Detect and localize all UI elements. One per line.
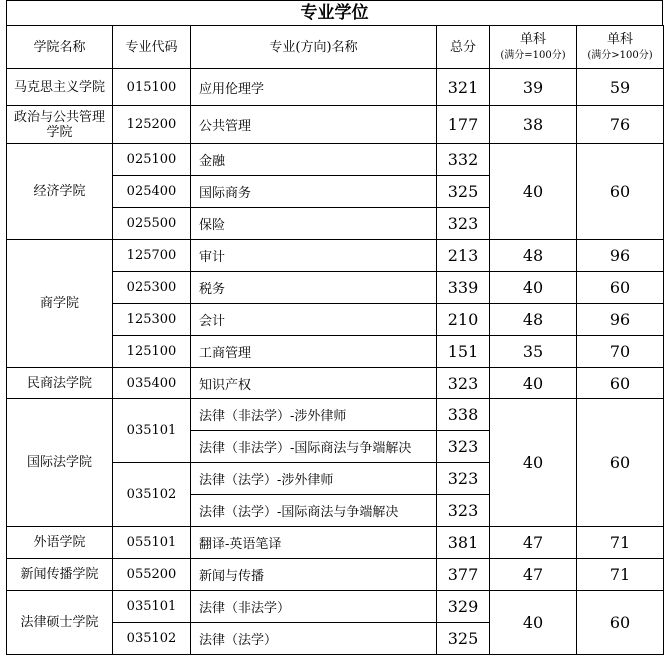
code-cell: 125100 (113, 336, 191, 368)
code-cell: 035101 (113, 591, 191, 623)
header-major: 专业(方向)名称 (191, 26, 437, 69)
major-cell: 税务 (191, 272, 437, 304)
code-cell: 025400 (113, 176, 191, 208)
total-score-cell: 321 (437, 69, 490, 106)
header-code: 专业代码 (113, 26, 191, 69)
table-header-row (7, 26, 664, 69)
single-over-100-cell: 76 (577, 106, 664, 144)
single-over-100-cell: 71 (577, 527, 664, 559)
code-cell: 025500 (113, 208, 191, 240)
header-single-over-100-note: (满分>100分) (587, 49, 653, 61)
major-cell: 翻译-英语笔译 (191, 527, 437, 559)
single-over-100-cell: 60 (577, 272, 664, 304)
total-score-cell: 210 (437, 304, 490, 336)
code-cell: 035102 (113, 623, 191, 655)
code-cell: 125300 (113, 304, 191, 336)
single-over-100-cell: 96 (577, 304, 664, 336)
major-cell: 工商管理 (191, 336, 437, 368)
major-cell: 审计 (191, 240, 437, 272)
total-score-cell: 151 (437, 336, 490, 368)
table-row (7, 591, 664, 623)
college-cell: 商学院 (7, 240, 113, 368)
total-score-cell: 323 (437, 431, 490, 463)
total-score-cell: 377 (437, 559, 490, 591)
total-score-cell: 338 (437, 399, 490, 431)
college-cell: 马克思主义学院 (7, 69, 113, 106)
code-cell: 125200 (113, 106, 191, 144)
college-cell: 外语学院 (7, 527, 113, 559)
header-single-100-note: (满分=100分) (500, 49, 566, 61)
major-cell: 公共管理 (191, 106, 437, 144)
score-table (6, 25, 664, 655)
major-cell: 知识产权 (191, 368, 437, 399)
major-cell: 应用伦理学 (191, 69, 437, 106)
table-row (7, 559, 664, 591)
table-row (7, 399, 664, 431)
college-cell: 新闻传播学院 (7, 559, 113, 591)
major-cell: 法律（法学）-国际商法与争端解决 (191, 495, 437, 527)
admission-score-table-container (6, 0, 663, 655)
single-100-cell: 40 (490, 272, 577, 304)
college-cell: 经济学院 (7, 144, 113, 240)
total-score-cell: 323 (437, 463, 490, 495)
total-score-cell: 329 (437, 591, 490, 623)
major-cell: 法律（非法学）-国际商法与争端解决 (191, 431, 437, 463)
single-100-cell: 47 (490, 559, 577, 591)
single-100-cell: 38 (490, 106, 577, 144)
code-cell: 025300 (113, 272, 191, 304)
table-row (7, 69, 664, 106)
single-over-100-cell: 60 (577, 368, 664, 399)
single-100-cell: 40 (490, 399, 577, 527)
total-score-cell: 332 (437, 144, 490, 176)
total-score-cell: 213 (437, 240, 490, 272)
total-score-cell: 339 (437, 272, 490, 304)
code-cell: 035400 (113, 368, 191, 399)
header-total: 总分 (437, 26, 490, 69)
code-cell: 025100 (113, 144, 191, 176)
single-100-cell: 48 (490, 240, 577, 272)
code-cell: 055101 (113, 527, 191, 559)
table-row (7, 240, 664, 272)
single-over-100-cell: 71 (577, 559, 664, 591)
single-over-100-cell: 60 (577, 591, 664, 655)
single-100-cell: 40 (490, 591, 577, 655)
code-cell: 015100 (113, 69, 191, 106)
table-row (7, 368, 664, 399)
single-over-100-cell: 59 (577, 69, 664, 106)
single-100-cell: 39 (490, 69, 577, 106)
table-row (7, 527, 664, 559)
single-100-cell: 40 (490, 368, 577, 399)
total-score-cell: 381 (437, 527, 490, 559)
total-score-cell: 323 (437, 368, 490, 399)
major-cell: 保险 (191, 208, 437, 240)
college-cell: 民商法学院 (7, 368, 113, 399)
code-cell: 035101 (113, 399, 191, 463)
single-100-cell: 48 (490, 304, 577, 336)
college-cell: 国际法学院 (7, 399, 113, 527)
total-score-cell: 177 (437, 106, 490, 144)
header-college: 学院名称 (7, 26, 113, 69)
single-over-100-cell: 70 (577, 336, 664, 368)
college-cell: 法律硕士学院 (7, 591, 113, 655)
single-over-100-cell: 96 (577, 240, 664, 272)
table-row (7, 144, 664, 176)
major-cell: 金融 (191, 144, 437, 176)
total-score-cell: 323 (437, 495, 490, 527)
single-over-100-cell: 60 (577, 144, 664, 240)
single-100-cell: 40 (490, 144, 577, 240)
table-row (7, 106, 664, 144)
major-cell: 国际商务 (191, 176, 437, 208)
code-cell: 125700 (113, 240, 191, 272)
major-cell: 法律（非法学）-涉外律师 (191, 399, 437, 431)
table-title: 专业学位 (6, 0, 663, 25)
single-100-cell: 35 (490, 336, 577, 368)
major-cell: 会计 (191, 304, 437, 336)
college-cell: 政治与公共管理学院 (7, 106, 113, 144)
header-single-over-100 (577, 26, 664, 69)
code-cell: 055200 (113, 559, 191, 591)
single-over-100-cell: 60 (577, 399, 664, 527)
header-single-100 (490, 26, 577, 69)
header-single-100-label: 单科 (519, 31, 546, 47)
total-score-cell: 325 (437, 623, 490, 655)
major-cell: 法律（法学）-涉外律师 (191, 463, 437, 495)
major-cell: 法律（非法学） (191, 591, 437, 623)
code-cell: 035102 (113, 463, 191, 527)
total-score-cell: 325 (437, 176, 490, 208)
total-score-cell: 323 (437, 208, 490, 240)
single-100-cell: 47 (490, 527, 577, 559)
major-cell: 新闻与传播 (191, 559, 437, 591)
header-single-over-100-label: 单科 (606, 31, 633, 47)
major-cell: 法律（法学） (191, 623, 437, 655)
